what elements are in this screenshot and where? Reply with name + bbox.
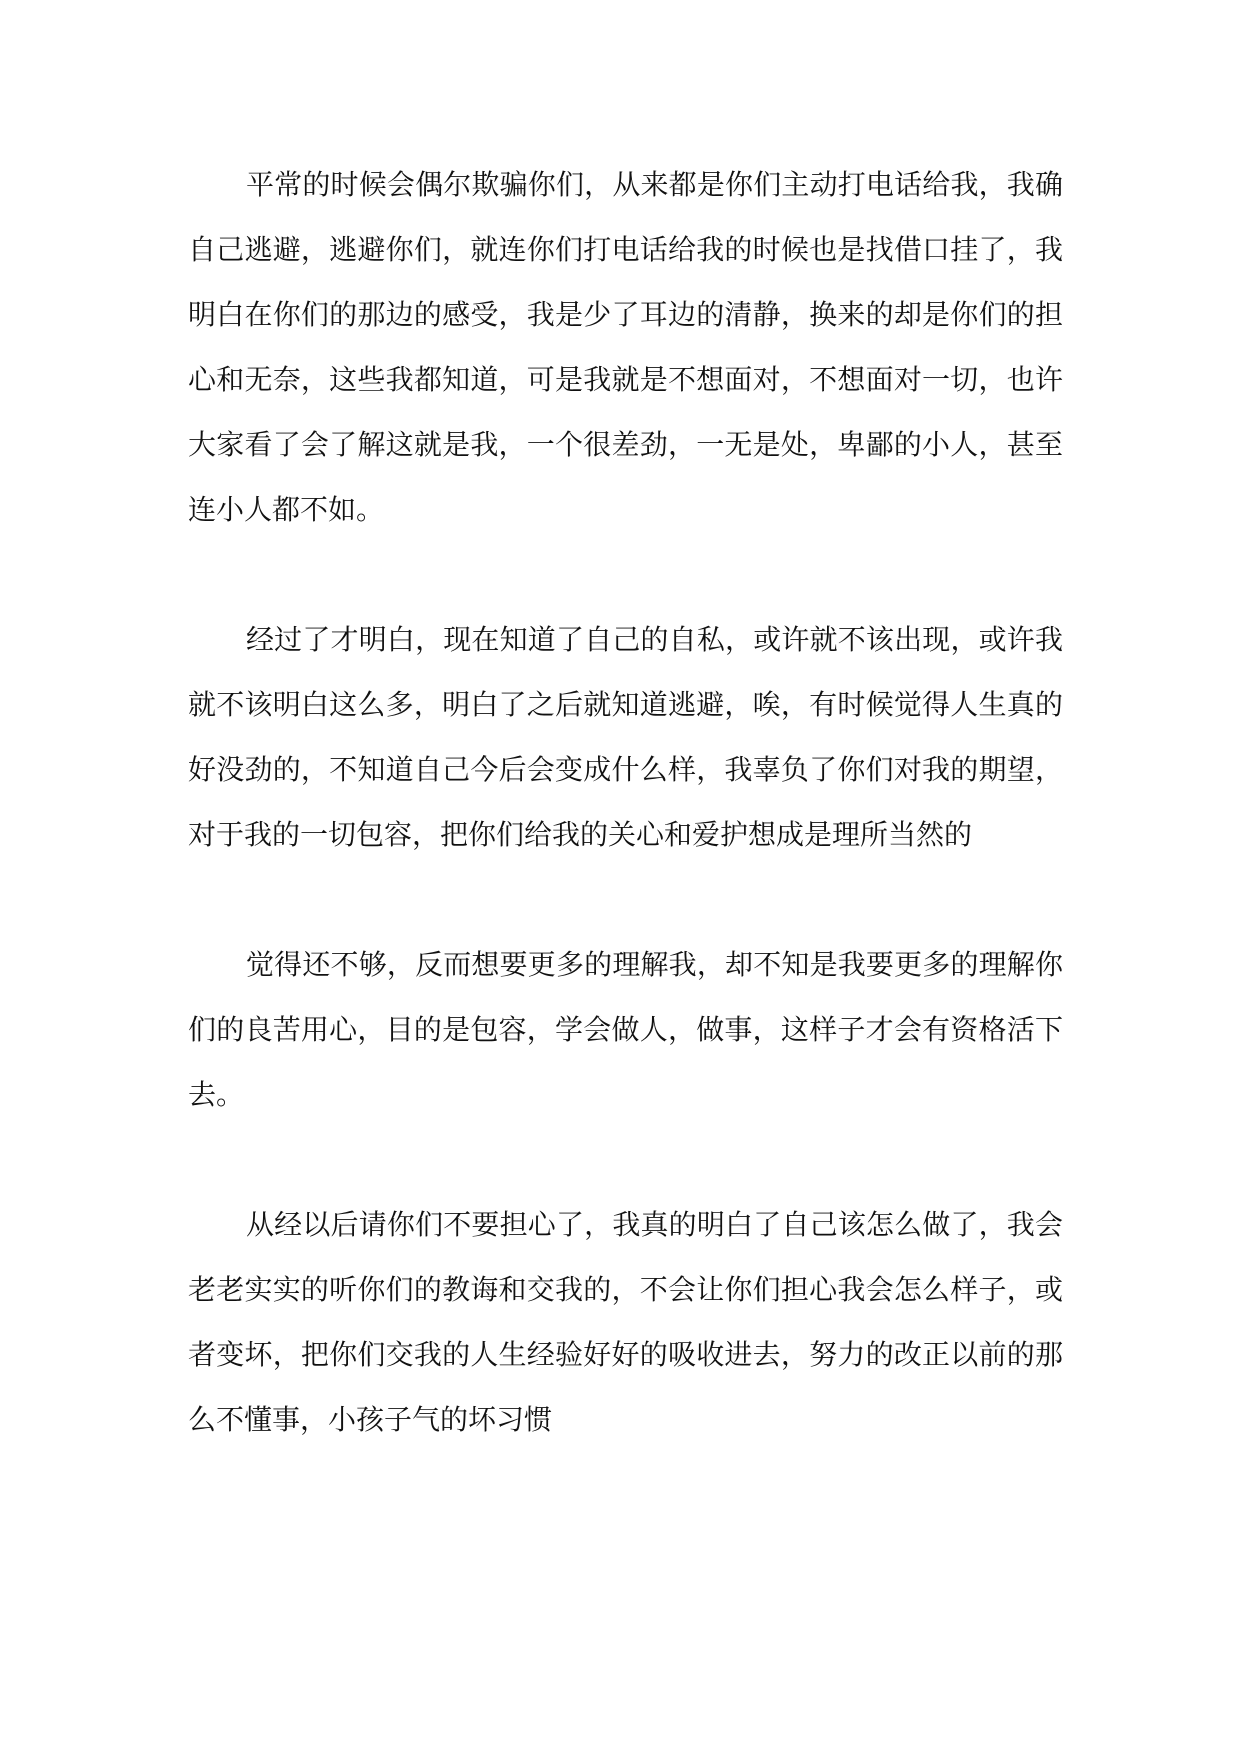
paragraph-3: 觉得还不够，反而想要更多的理解我，却不知是我要更多的理解你们的良苦用心，目的是包容，学会做人，做事，这样子才会有资格活下去。 — [188, 948, 1063, 1111]
paragraph-1: 平常的时候会偶尔欺骗你们，从来都是你们主动打电话给我，我确自己逃避，逃避你们，就连你们打电话给我的时候也是找借口挂了，我明白在你们的那边的感受，我是少了耳边的清静，换来的却是你们的担心和无奈，这些我都知道，可是我就是不想面对，不想面对一切，也许大家看了会了解这就是我，一个很差劲，一无是处，卑鄙的小人，甚至连小人都不如。 — [188, 168, 1063, 526]
paragraph-2: 经过了才明白，现在知道了自己的自私，或许就不该出现，或许我就不该明白这么多，明白了之后就知道逃避，唉，有时候觉得人生真的好没劲的，不知道自己今后会变成什么样，我辜负了你们对我的期望，对于我的一切包容，把你们给我的关心和爱护想成是理所当然的 — [188, 623, 1063, 851]
paragraph-4: 从经以后请你们不要担心了，我真的明白了自己该怎么做了，我会老老实实的听你们的教诲和交我的，不会让你们担心我会怎么样子，或者变坏，把你们交我的人生经验好好的吸收进去，努力的改正以前的那么不懂事，小孩子气的坏习惯 — [188, 1208, 1063, 1436]
document-body — [188, 152, 1063, 1452]
